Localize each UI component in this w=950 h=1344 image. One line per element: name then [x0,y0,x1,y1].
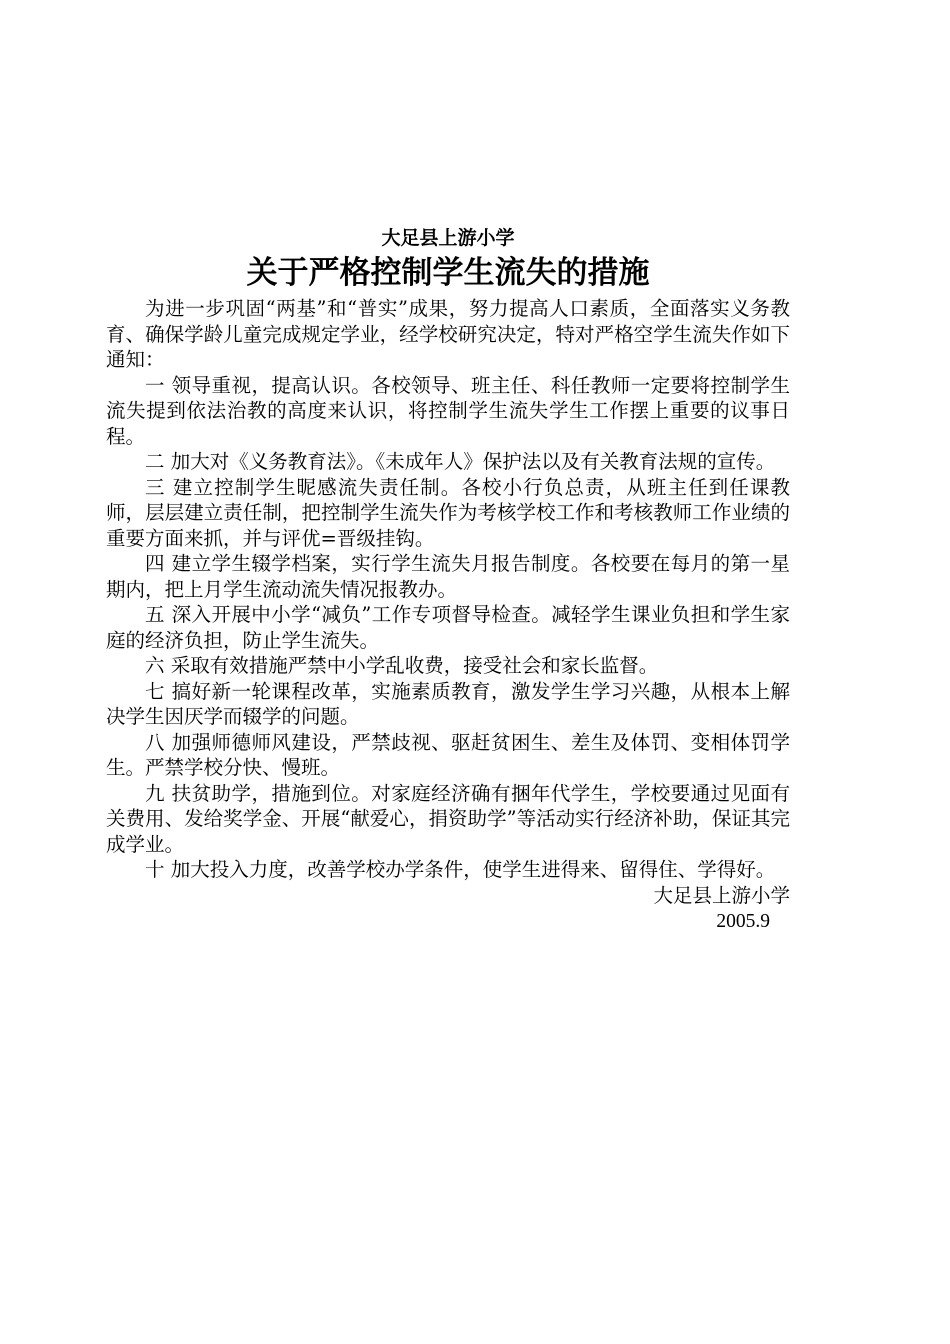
measure-item-4: 四 建立学生辍学档案，实行学生流失月报告制度。各校要在每月的第一星期内，把上月学生流动流失情况报教办。 [106,552,790,601]
measure-item-8: 八 加强师德师风建设，严禁歧视、驱赶贫困生、差生及体罚、变相体罚学生。严禁学校分快、慢班。 [106,730,790,779]
measure-item-7: 七 搞好新一轮课程改革，实施素质教育，激发学生学习兴趣，从根本上解决学生因厌学而辍学的问题。 [106,679,790,728]
signature-date: 2005.9 [716,910,770,932]
measure-item-6: 六 采取有效措施严禁中小学乱收费，接受社会和家长监督。 [145,654,659,677]
measure-item-1: 一 领导重视，提高认识。各校领导、班主任、科任教师一定要将控制学生流失提到依法治教的高度来认识，将控制学生流失学生工作摆上重要的议事日程。 [106,373,790,448]
document-page [106,224,790,935]
measure-item-5: 五 深入开展中小学“减负”工作专项督导检查。减轻学生课业负担和学生家庭的经济负担，防止学生流失。 [106,603,790,652]
document-title: 关于严格控制学生流失的措施 [246,255,650,291]
signature-school: 大足县上游小学 [653,883,790,907]
school-name-heading: 大足县上游小学 [381,227,515,249]
intro-paragraph: 为进一步巩固“两基”和“普实”成果，努力提高人口素质，全面落实义务教育、确保学龄儿童完成规定学业，经学校研究决定，特对严格空学生流失作如下通知： [106,297,790,371]
measure-item-10: 十 加大投入力度，改善学校办学条件，使学生进得来、留得住、学得好。 [145,858,776,881]
measure-item-3: 三 建立控制学生昵感流失责任制。各校小行负总责，从班主任到任课教师，层层建立责任制，把控制学生流失作为考核学校工作和考核教师工作业绩的重要方面来抓，并与评优=晋级挂钩。 [106,475,790,550]
measure-item-2: 二 加大对《义务教育法》。《未成年人》保护法以及有关教育法规的宣传。 [145,450,776,473]
measure-item-9: 九 扶贫助学，措施到位。对家庭经济确有捆年代学生，学校要通过见面有关费用、发给奖学金、开展“献爱心，捐资助学”等活动实行经济补助，保证其完成学业。 [106,781,790,856]
